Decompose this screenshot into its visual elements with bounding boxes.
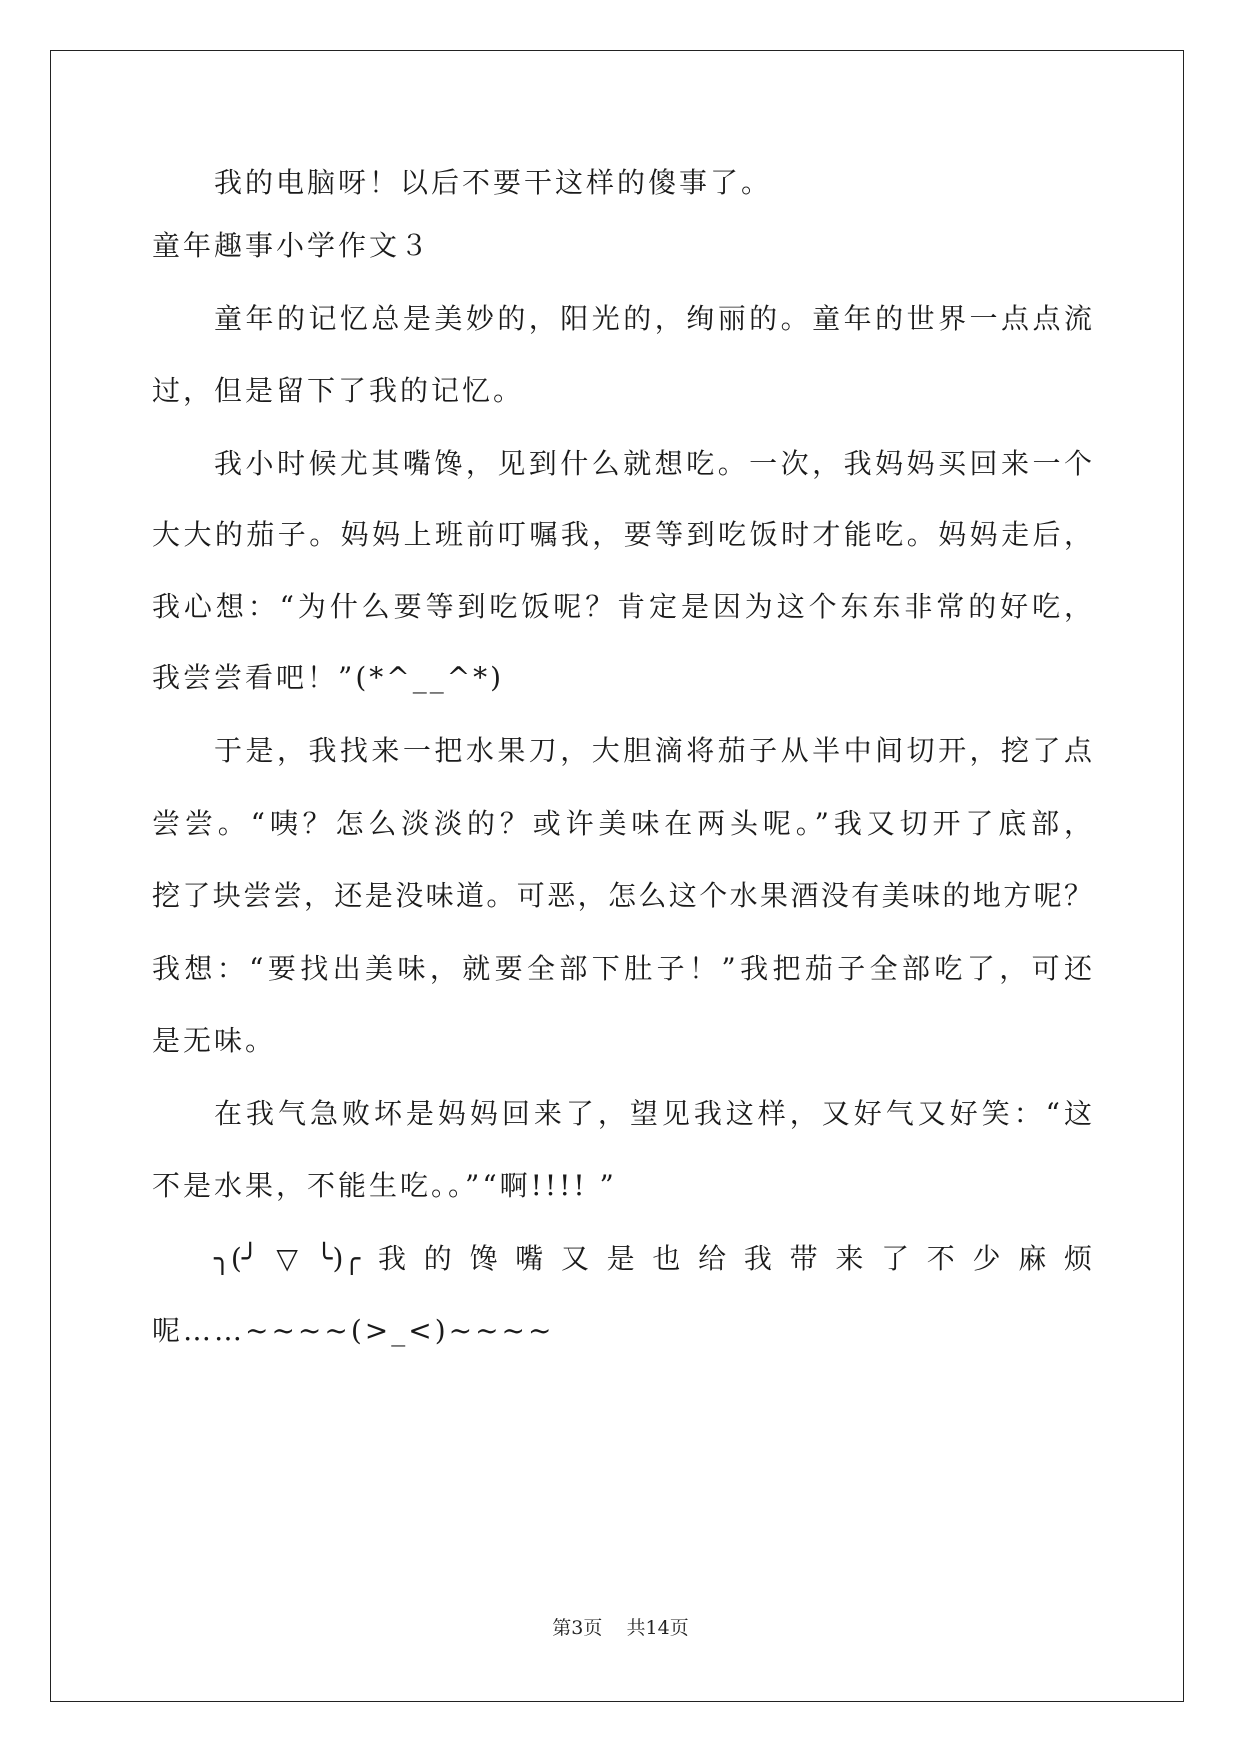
paragraph-line: 尝尝。“咦？怎么淡淡的？或许美味在两头呢。”我又切开了底部， bbox=[152, 807, 1092, 840]
page-border bbox=[50, 50, 1184, 1702]
page-number: 第3页 bbox=[552, 1617, 603, 1639]
paragraph-line: 我小时候尤其嘴馋，见到什么就想吃。一次，我妈妈买回来一个 bbox=[214, 447, 1092, 480]
paragraph-line: 我想：“要找出美味，就要全部下肚子！”我把茄子全部吃了，可还 bbox=[152, 952, 1092, 985]
paragraph-line: 不是水果，不能生吃。。”“啊!!!! ” bbox=[152, 1169, 617, 1202]
section-heading: 童年趣事小学作文３ bbox=[152, 229, 432, 262]
page-footer bbox=[0, 1616, 1241, 1640]
paragraph-line: 于是，我找来一把水果刀，大胆滴将茄子从半中间切开，挖了点 bbox=[214, 734, 1092, 767]
paragraph-line: 童年的记忆总是美妙的，阳光的，绚丽的。童年的世界一点点流 bbox=[214, 302, 1092, 335]
page-total: 共14页 bbox=[626, 1617, 689, 1639]
paragraph-line: 大大的茄子。妈妈上班前叮嘱我，要等到吃饭时才能吃。妈妈走后， bbox=[152, 518, 1092, 551]
paragraph-line: 我尝尝看吧！”(*^__^*) bbox=[152, 661, 505, 694]
paragraph-line: ╮(╯▽╰)╭我的馋嘴又是也给我带来了不少麻烦 bbox=[214, 1242, 1092, 1275]
paragraph-line: 挖了块尝尝，还是没味道。可恶，怎么这个水果酒没有美味的地方呢？ bbox=[152, 879, 1092, 912]
paragraph-line: 过，但是留下了我的记忆。 bbox=[152, 374, 525, 407]
paragraph-line: 呢……~~~~(>_<)~~~~ bbox=[152, 1314, 555, 1347]
paragraph-line: 在我气急败坏是妈妈回来了，望见我这样，又好气又好笑：“这 bbox=[214, 1097, 1092, 1130]
paragraph-line: 是无味。 bbox=[152, 1024, 277, 1057]
paragraph-line: 我心想：“为什么要等到吃饭呢？肯定是因为这个东东非常的好吃， bbox=[152, 590, 1092, 623]
paragraph-line: 我的电脑呀！以后不要干这样的傻事了。 bbox=[214, 166, 773, 199]
